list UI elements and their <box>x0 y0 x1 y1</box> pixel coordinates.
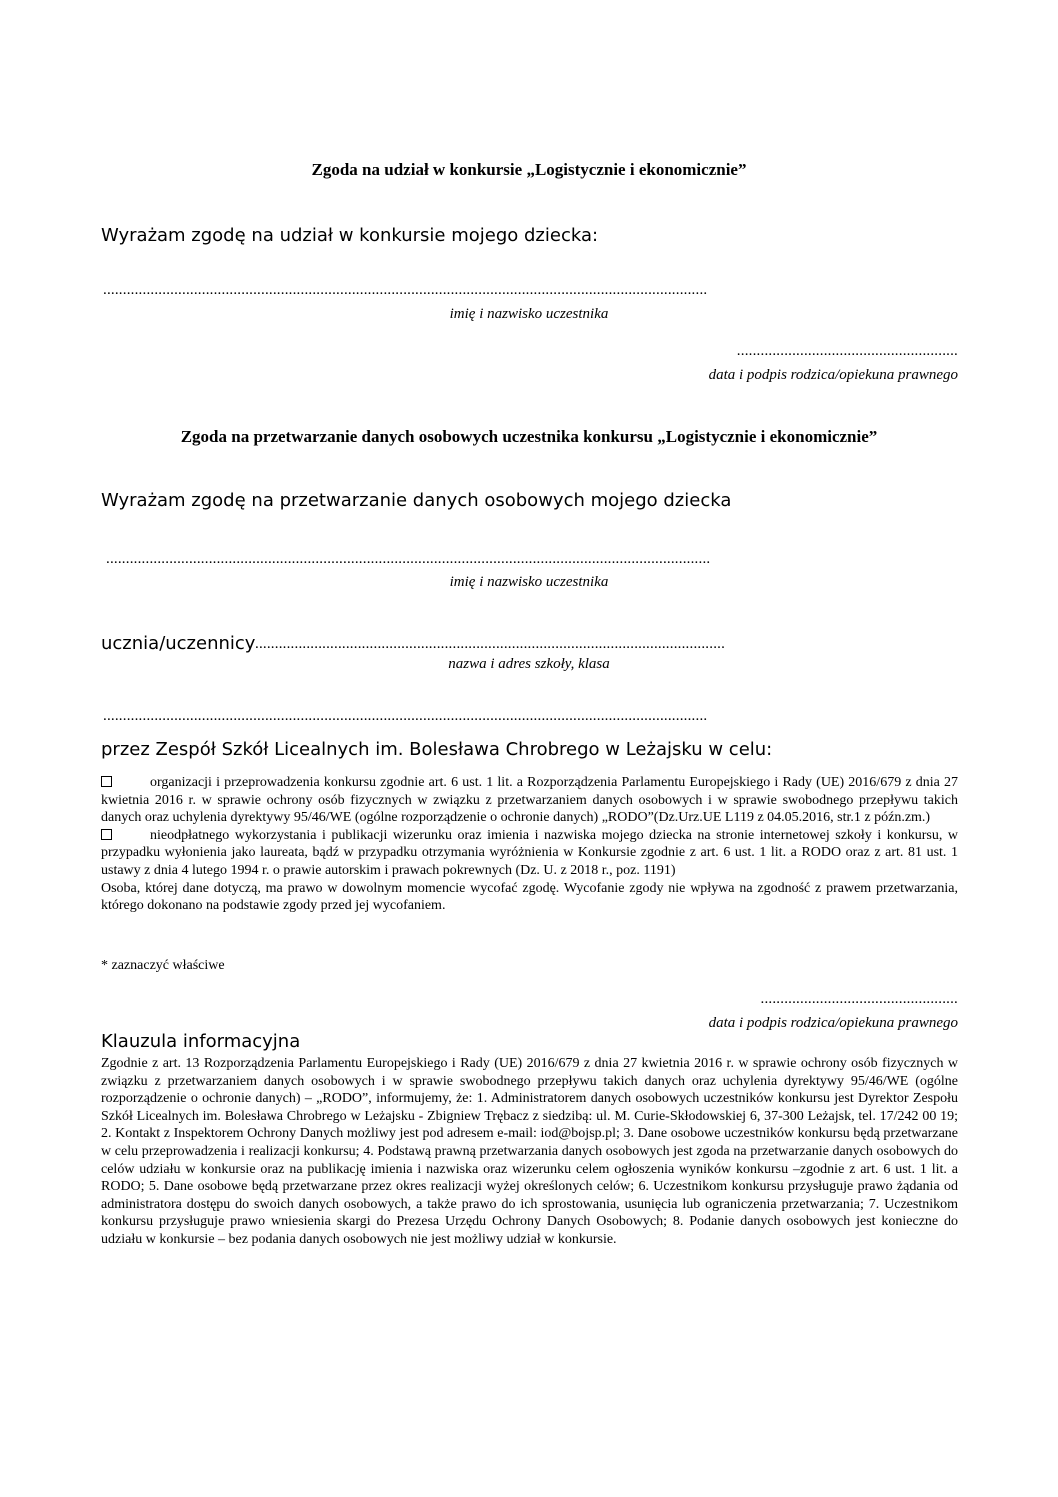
option-1-text: organizacji i przeprowadzenia konkursu zgodnie art. 6 ust. 1 lit. a Rozporządzenia Parlamentu Europejskiego i Rady (UE) 2016/679 z dnia 27 kwietnia 2016 r. w sprawie ochrony osób fizycznych w związku z przetwarzaniem danych osobowych i w sprawie swobodnego przepływu takich danych oraz uchylenia dyrektywy 95/46/WE (ogólne rozporządzenie o ochronie danych) „RODO”(Dz.Urz.UE L119 z 04.05.2016, str.1 z późn.zm.) <box>101 775 958 826</box>
option-1-checkbox[interactable] <box>101 776 112 787</box>
data-consent-intro: Wyrażam zgodę na przetwarzanie danych osobowych mojego dziecka <box>101 490 732 511</box>
consent-intro: Wyrażam zgodę na udział w konkursie mojego dziecka: <box>101 225 599 246</box>
clause-text: Zgodnie z art. 13 Rozporządzenia Parlamentu Europejskiego i Rady (UE) 2016/679 z dnia 27 kwietnia 2016 r. w sprawie ochrony osób fizycznych w związku z przetwarzaniem danych osobowych i w sprawie swobodnego przepływu takich danych oraz uchylenia dyrektywy 95/46/WE (ogólne rozporządzenie o ochronie danych) – „RODO”, informujemy, że: 1. Administratorem danych osobowych uczestników konkursu jest Dyrektor Zespołu Szkół Licealnych im. Bolesława Chrobrego w Leżajsku - Zbigniew Trębacz z siedzibą: ul. M. Curie-Skłodowskiej 6, 37-300 Leżajsk, tel. 17/242 00 19; 2. Kontakt z Inspektorem Ochrony Danych możliwy jest pod adresem e-mail: iod@bojsp.pl; 3. Dane osobowe uczestników konkursu będą przetwarzane w celu przeprowadzenia i realizacji konkursu; 4. Podstawą prawną przetwarzania danych osobowych jest zgoda na przetwarzanie danych osobowych do celów udziału w konkursie oraz na publikację imienia i nazwiska oraz wizerunku celem ogłoszenia wyników konkursu –zgodnie z art. 6 ust. 1 lit. a RODO; 5. Dane osobowe będą przetwarzane przez okres realizacji wyżej określonych celów; 6. Uczestnikom konkursu przysługuje prawo żądania od administratora dostępu do swoich danych osobowych, a także prawo do ich sprostowania, usunięcia lub ograniczenia przetwarzania; 7. Uczestnikom konkursu przysługuje prawo wniesienia skargi do Prezesa Urzędu Ochrony Danych Osobowych; 8. Podanie danych osobowych jest konieczne do udziału w konkursie – bez podania danych osobowych nie jest możliwy udział w konkursie. <box>101 1056 958 1247</box>
parent-signature-caption-2: data i podpis rodzica/opiekuna prawnego <box>708 1015 958 1031</box>
clause-heading: Klauzula informacyjna <box>101 1031 301 1052</box>
purpose-options <box>101 774 958 915</box>
consent-title: Zgoda na udział w konkursie „Logistycznie i ekonomicznie” <box>311 160 747 179</box>
option-2-checkbox[interactable] <box>101 829 112 840</box>
parent-signature-field[interactable]: ........................................................ <box>736 343 958 359</box>
mark-note: * zaznaczyć właściwe <box>101 958 225 973</box>
school-field-extra[interactable]: ......................................................................................................................................................... <box>103 708 708 724</box>
purpose-line: przez Zespół Szkół Licealnych im. Bolesława Chrobrego w Leżajsku w celu: <box>101 739 773 760</box>
option-1 <box>101 774 958 827</box>
participant-name-caption-2: imię i nazwisko uczestnika <box>449 574 609 590</box>
school-caption: nazwa i adres szkoły, klasa <box>448 656 610 672</box>
participant-name-field-2[interactable]: ......................................................................................................................................................... <box>106 551 711 567</box>
participant-name-field[interactable]: ......................................................................................................................................................... <box>103 282 708 298</box>
withdraw-note: Osoba, której dane dotyczą, ma prawo w dowolnym momencie wycofać zgodę. Wycofanie zgody nie wpływa na zgodność z prawem przetwarzania, którego dokonano na podstawie zgody przed jej wycofaniem. <box>101 880 958 914</box>
school-field[interactable]: ....................................................................................................................... <box>255 636 726 652</box>
parent-signature-field-2[interactable]: .................................................. <box>760 991 958 1007</box>
option-2-text: nieodpłatnego wykorzystania i publikacji wizerunku oraz imienia i nazwiska mojego dziecka na stronie internetowej szkoły i konkursu, w przypadku wyłonienia jako laureata, bądź w przypadku otrzymania wyróżnienia w Konkursie zgodnie z art. 6 ust. 1 lit. a RODO oraz z art. 81 ust. 1 ustawy z dnia 4 lutego 1994 r. o prawie autorskim i prawach pokrewnych (Dz. U. z 2018 r., poz. 1191) <box>101 827 958 878</box>
parent-signature-caption: data i podpis rodzica/opiekuna prawnego <box>708 367 958 383</box>
option-2 <box>101 827 958 880</box>
participant-name-caption: imię i nazwisko uczestnika <box>449 306 609 322</box>
school-label: ucznia/uczennicy <box>101 633 256 654</box>
data-consent-title: Zgoda na przetwarzanie danych osobowych uczestnika konkursu „Logistycznie i ekonomicznie” <box>180 427 878 446</box>
